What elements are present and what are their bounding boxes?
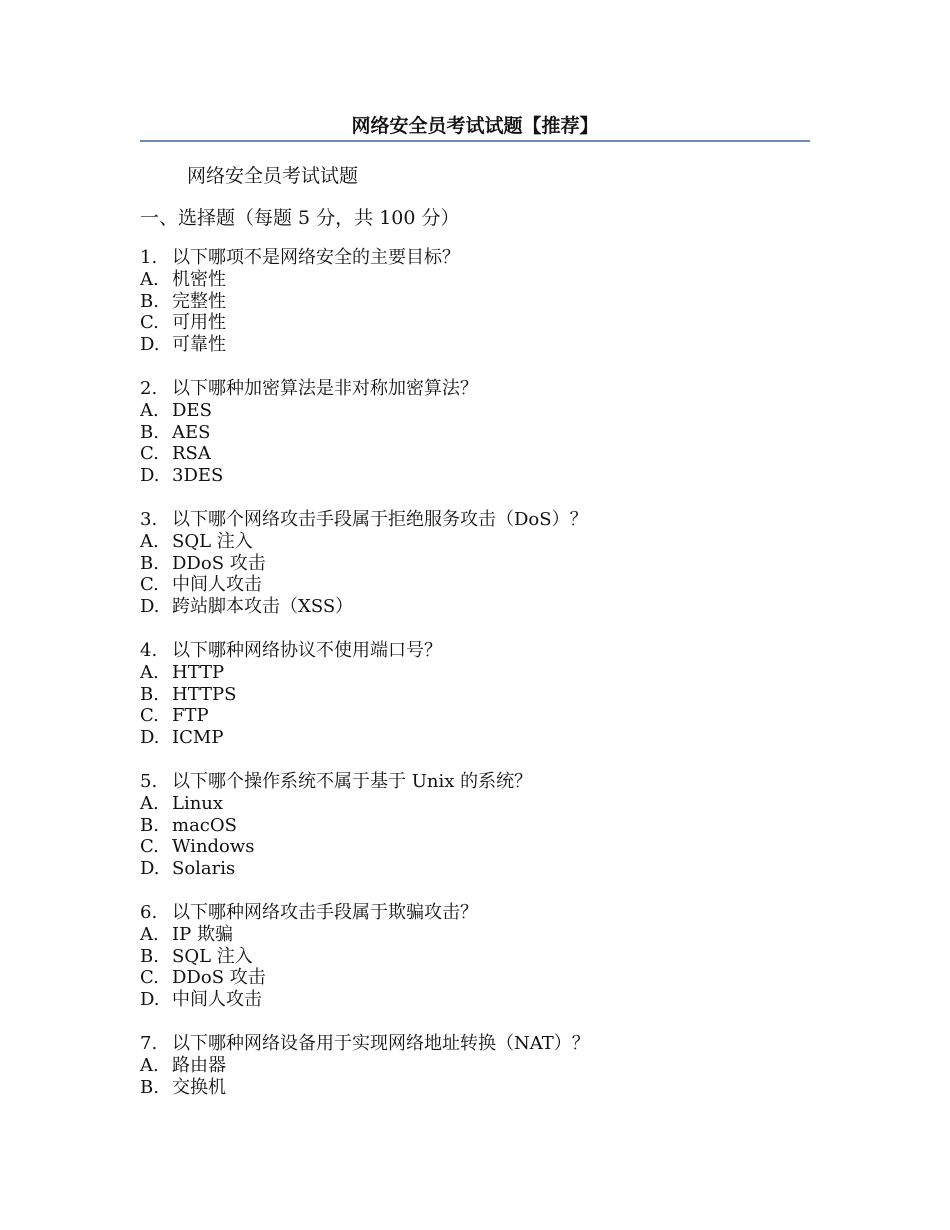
option-text: macOS [172,814,237,836]
option-letter: D. [140,858,160,880]
answer-option [140,662,810,684]
answer-option [140,574,810,596]
answer-option [140,684,810,706]
option-text: DDoS 攻击 [172,967,266,989]
option-text: 中间人攻击 [172,574,262,596]
option-letter: D. [140,465,160,487]
question-item [140,771,810,880]
option-text: HTTPS [172,683,237,705]
option-text: AES [172,421,211,443]
answer-option [140,312,810,334]
option-text: 跨站脚本攻击（XSS） [172,596,354,618]
answer-option [140,836,810,858]
option-letter: C. [140,312,159,334]
question-number: 3. [140,508,158,530]
question-text: 以下哪种网络设备用于实现网络地址转换（NAT）？ [172,1032,590,1054]
title-divider [140,140,810,142]
answer-option [140,946,810,968]
document-subtitle: 网络安全员考试试题 [187,165,359,187]
answer-option [140,422,810,444]
answer-option [140,269,810,291]
option-text: 交换机 [172,1076,226,1098]
question-number: 5. [140,770,158,792]
question-line [140,1033,810,1055]
question-item [140,378,810,487]
question-line [140,902,810,924]
option-text: SQL 注入 [172,530,253,552]
question-line [140,378,810,400]
option-text: Linux [172,792,224,814]
option-letter: A. [140,399,159,421]
option-text: 中间人攻击 [172,989,262,1011]
option-letter: C. [140,443,159,465]
option-text: 3DES [172,465,224,487]
option-text: 完整性 [172,290,226,312]
option-text: IP 欺骗 [172,923,233,945]
option-letter: B. [140,945,159,967]
option-letter: A. [140,268,159,290]
option-letter: D. [140,596,160,618]
answer-option [140,596,810,618]
answer-option [140,989,810,1011]
option-letter: A. [140,661,159,683]
question-number: 6. [140,901,158,923]
section-heading: 一、选择题（每题 5 分，共 100 分） [140,207,460,229]
answer-option [140,967,810,989]
question-item [140,640,810,749]
option-text: Solaris [172,858,236,880]
option-text: FTP [172,705,209,727]
answer-option [140,924,810,946]
answer-option [140,291,810,313]
option-letter: B. [140,552,159,574]
question-number: 4. [140,639,158,661]
option-text: DES [172,399,212,421]
option-text: HTTP [172,661,225,683]
question-text: 以下哪项不是网络安全的主要目标？ [172,247,460,268]
option-letter: C. [140,705,159,727]
option-letter: B. [140,421,159,443]
option-letter: B. [140,1076,159,1098]
option-letter: A. [140,923,159,945]
option-text: DDoS 攻击 [172,552,266,574]
answer-option [140,1077,810,1099]
option-letter: D. [140,727,160,749]
option-letter: A. [140,530,159,552]
option-letter: C. [140,574,159,596]
answer-option [140,705,810,727]
answer-option [140,1055,810,1077]
answer-option [140,727,810,749]
option-text: Windows [172,836,255,858]
question-number: 7. [140,1032,158,1054]
answer-option [140,553,810,575]
answer-option [140,815,810,837]
option-text: 可用性 [172,312,226,334]
option-text: 路由器 [172,1054,226,1076]
document-page [140,110,810,1120]
question-text: 以下哪个网络攻击手段属于拒绝服务攻击（DoS）？ [172,508,588,530]
document-title: 网络安全员考试试题【推荐】 [351,115,599,137]
question-item [140,1033,810,1098]
answer-option [140,400,810,422]
answer-option [140,793,810,815]
question-text: 以下哪种网络攻击手段属于欺骗攻击？ [172,901,478,923]
question-item [140,247,810,356]
question-line [140,640,810,662]
option-letter: A. [140,1054,159,1076]
answer-option [140,531,810,553]
option-text: SQL 注入 [172,945,253,967]
question-text: 以下哪种加密算法是非对称加密算法？ [172,377,478,399]
option-text: ICMP [172,727,224,749]
option-text: 机密性 [172,268,226,290]
option-letter: D. [140,989,160,1011]
option-letter: A. [140,792,159,814]
option-letter: C. [140,967,159,989]
option-text: RSA [172,443,211,465]
option-letter: B. [140,683,159,705]
question-list [140,247,810,1098]
question-text: 以下哪个操作系统不属于基于 Unix 的系统？ [172,770,533,792]
answer-option [140,334,810,356]
option-letter: B. [140,290,159,312]
answer-option [140,858,810,880]
question-line [140,247,810,269]
question-number: 2. [140,377,158,399]
option-text: 可靠性 [172,334,226,356]
question-item [140,509,810,618]
answer-option [140,465,810,487]
question-item [140,902,810,1011]
question-text: 以下哪种网络协议不使用端口号？ [172,639,442,661]
question-number: 1. [140,247,158,268]
question-line [140,509,810,531]
option-letter: B. [140,814,159,836]
option-letter: D. [140,334,160,356]
answer-option [140,443,810,465]
question-line [140,771,810,793]
option-letter: C. [140,836,159,858]
